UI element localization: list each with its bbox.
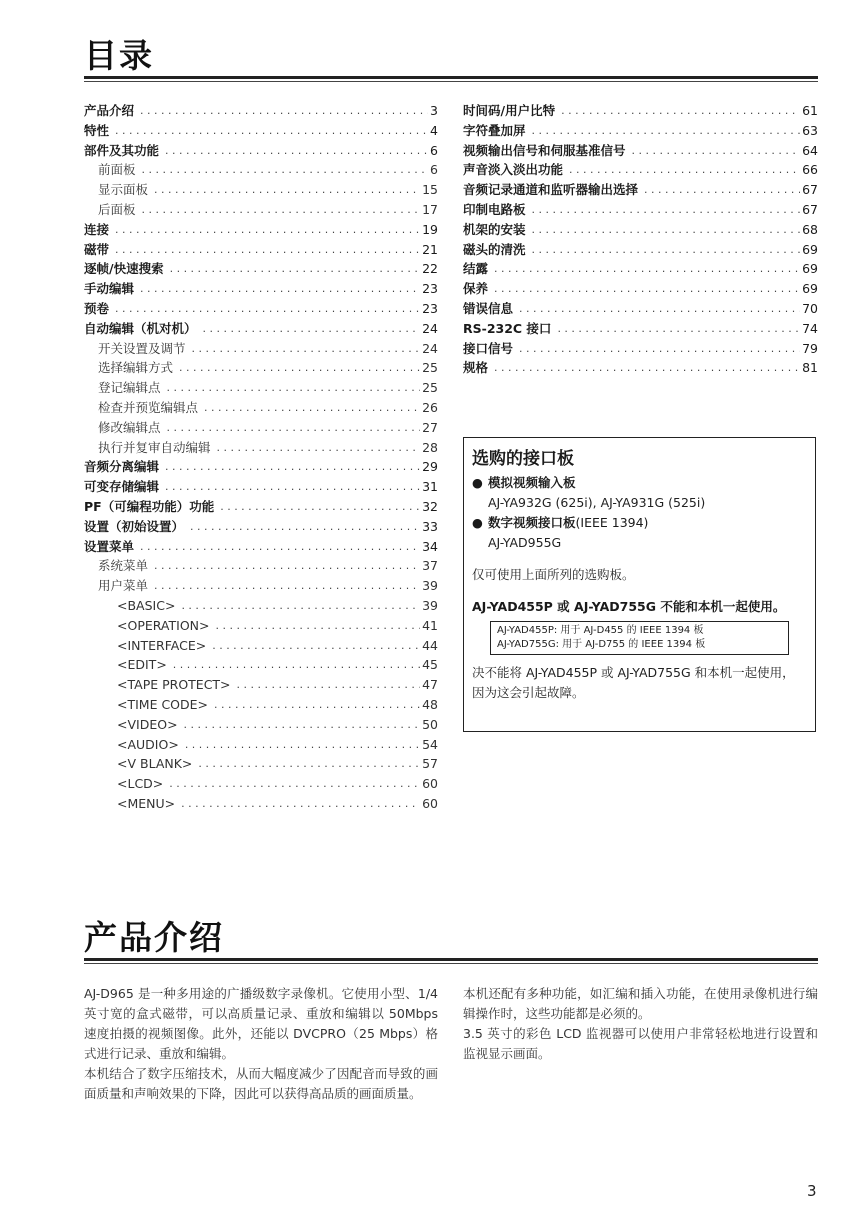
toc-entry-title: 后面板 (98, 201, 136, 217)
toc-leader-dots (115, 299, 420, 319)
toc-entry-page: 47 (422, 677, 438, 693)
toc-entry-title: 接口信号 (463, 340, 514, 356)
toc-leader-dots (190, 517, 420, 537)
optional-boards-caution: 决不能将 AJ-YAD455P 或 AJ-YAD755G 和本机一起使用，因为这会引起故障。 (472, 665, 795, 700)
toc-entry-page: 69 (802, 261, 818, 277)
toc-entry-title: 产品介绍 (84, 103, 135, 118)
toc-leader-dots (154, 556, 420, 576)
toc-leader-dots (532, 240, 801, 260)
optional-boards-box (463, 437, 816, 732)
toc-leader-dots (167, 418, 421, 438)
toc-entry-page: 23 (422, 281, 438, 297)
toc-entry[interactable] (463, 358, 818, 378)
page-number: 3 (807, 1182, 817, 1200)
toc-entry-title: <OPERATION> (117, 617, 210, 633)
toc-leader-dots (569, 160, 800, 180)
toc-entry[interactable] (84, 715, 438, 735)
toc-leader-dots (532, 220, 801, 240)
toc-entry-title: 特性 (84, 122, 110, 138)
toc-leader-dots (494, 259, 800, 279)
toc-entry-title: 设置（初始设置） (84, 518, 185, 534)
toc-entry-title: 预卷 (84, 300, 110, 316)
toc-entry-title: 系统菜单 (98, 558, 149, 574)
toc-leader-dots (561, 101, 800, 121)
toc-entry[interactable] (84, 398, 438, 418)
toc-entry-title: 声音淡入淡出功能 (463, 162, 564, 178)
toc-entry-page: 22 (422, 261, 438, 277)
toc-entry[interactable] (84, 596, 438, 616)
toc-entry[interactable] (84, 438, 438, 458)
toc-leader-dots (170, 259, 421, 279)
toc-entry-page: 54 (422, 736, 438, 752)
toc-entry[interactable] (84, 121, 438, 141)
toc-leader-dots (644, 180, 800, 200)
toc-leader-dots (169, 774, 420, 794)
board-notes-box (490, 621, 789, 655)
toc-leader-dots (115, 240, 420, 260)
toc-entry-page: 3 (430, 103, 438, 118)
toc-entry-title: 自动编辑（机对机） (84, 320, 197, 336)
toc-entry[interactable] (84, 754, 438, 774)
intro-left-column (84, 984, 438, 1104)
toc-entry-title: 登记编辑点 (98, 380, 161, 396)
toc-entry[interactable] (463, 101, 818, 121)
toc-entry-page: 81 (802, 360, 818, 376)
toc-entry-page: 34 (422, 538, 438, 554)
toc-entry-page: 39 (422, 597, 438, 613)
toc-entry-page: 45 (422, 657, 438, 673)
toc-leader-dots (167, 378, 421, 398)
toc-entry-title: 印制电路板 (463, 201, 526, 217)
toc-entry-page: 32 (422, 498, 438, 514)
toc-entry[interactable] (463, 259, 818, 279)
toc-entry-title: 检查并预览编辑点 (98, 399, 199, 415)
toc-leader-dots (142, 200, 421, 220)
optional-boards-title: 选购的接口板 (472, 449, 574, 469)
toc-right-column (463, 101, 818, 378)
toc-entry-title: <V BLANK> (117, 756, 193, 772)
toc-entry-page: 15 (422, 182, 438, 198)
toc-heading-rule-thin (84, 81, 818, 82)
toc-entry-page: 63 (802, 122, 818, 138)
toc-leader-dots (494, 279, 800, 299)
toc-entry-title: 执行并复审自动编辑 (98, 439, 211, 455)
toc-entry-title: 开关设置及调节 (98, 340, 186, 356)
toc-entry-page: 17 (422, 201, 438, 217)
toc-leader-dots (154, 576, 420, 596)
toc-entry[interactable] (463, 141, 818, 161)
toc-entry-title: 用户菜单 (98, 578, 149, 594)
toc-entry[interactable] (84, 358, 438, 378)
toc-entry[interactable] (84, 319, 438, 339)
toc-leader-dots (184, 715, 421, 735)
toc-entry[interactable] (84, 695, 438, 715)
board-item-digital-suffix: (IEEE 1394) (575, 515, 649, 530)
toc-entry-page: 39 (422, 578, 438, 594)
toc-entry-title: 前面板 (98, 162, 136, 178)
toc-entry-title: 部件及其功能 (84, 142, 160, 158)
toc-entry-title: 保养 (463, 281, 489, 297)
toc-entry-title: 磁带 (84, 241, 110, 257)
toc-entry-title: 音频分离编辑 (84, 459, 160, 475)
toc-leader-dots (632, 141, 801, 161)
toc-leader-dots (181, 794, 420, 814)
toc-entry[interactable] (84, 616, 438, 636)
toc-entry-title: 选择编辑方式 (98, 360, 174, 376)
board-item-analog-label: 模拟视频输入板 (488, 475, 576, 490)
toc-entry-page: 60 (422, 776, 438, 792)
toc-entry[interactable] (84, 794, 438, 814)
intro-paragraph: 本机结合了数字压缩技术，从而大幅度减少了因配音而导致的画面质量和声响效果的下降，因此可以获得高品质的画面质量。 (84, 1066, 438, 1101)
board-item-digital (472, 513, 807, 533)
toc-leader-dots (154, 180, 420, 200)
toc-leader-dots (212, 636, 420, 656)
intro-heading: 产品介绍 (84, 918, 224, 957)
toc-entry[interactable] (84, 735, 438, 755)
toc-entry-title: <AUDIO> (117, 736, 179, 752)
intro-heading-rule-thin (84, 963, 818, 964)
toc-entry-title: 逐帧/快速搜索 (84, 261, 164, 277)
toc-entry-page: 4 (430, 122, 438, 138)
toc-entry-title: 显示面板 (98, 182, 149, 198)
toc-entry-title: <MENU> (117, 795, 176, 811)
toc-entry[interactable] (463, 121, 818, 141)
toc-entry-title: <LCD> (117, 776, 164, 792)
toc-leader-dots (185, 735, 420, 755)
toc-leader-dots (519, 339, 800, 359)
board-item-analog-models: AJ-YA932G (625i), AJ-YA931G (525i) (488, 495, 706, 510)
intro-paragraph: 本机还配有多种功能，如汇编和插入功能，在使用录像机进行编辑操作时，这些功能都是必须的。 (463, 986, 818, 1021)
toc-entry-title: 连接 (84, 221, 110, 237)
toc-entry-page: 25 (422, 380, 438, 396)
toc-entry-title: <INTERFACE> (117, 637, 207, 653)
toc-entry[interactable] (84, 160, 438, 180)
toc-leader-dots (165, 457, 420, 477)
toc-leader-dots (204, 398, 420, 418)
toc-entry[interactable] (463, 200, 818, 220)
toc-entry[interactable] (463, 279, 818, 299)
toc-entry-title: 手动编辑 (84, 281, 135, 297)
toc-entry-title: 结露 (463, 261, 489, 277)
toc-entry-page: 68 (802, 221, 818, 237)
toc-entry[interactable] (84, 378, 438, 398)
toc-entry-title: 机架的安装 (463, 221, 526, 237)
toc-entry-page: 31 (422, 479, 438, 495)
toc-entry-title: 磁头的清洗 (463, 241, 526, 257)
toc-left-column (84, 101, 438, 814)
toc-entry-page: 79 (802, 340, 818, 356)
toc-entry[interactable] (84, 240, 438, 260)
toc-entry[interactable] (463, 220, 818, 240)
toc-leader-dots (532, 121, 801, 141)
toc-entry-page: 44 (422, 637, 438, 653)
toc-entry-title: <VIDEO> (117, 716, 178, 732)
bullet-icon: ● (472, 475, 483, 490)
toc-leader-dots (192, 339, 421, 359)
toc-leader-dots (220, 497, 420, 517)
board-note-line: AJ-YAD755G: 用于 AJ-D755 的 IEEE 1394 板 (497, 639, 706, 650)
toc-leader-dots (165, 477, 420, 497)
toc-leader-dots (203, 319, 421, 339)
toc-entry-page: 67 (802, 182, 818, 198)
toc-entry-page: 57 (422, 756, 438, 772)
toc-leader-dots (216, 616, 421, 636)
toc-leader-dots (532, 200, 801, 220)
toc-entry[interactable] (463, 180, 818, 200)
toc-entry-title: PF（可编程功能）功能 (84, 498, 215, 514)
toc-entry[interactable] (84, 141, 438, 161)
toc-entry-page: 37 (422, 558, 438, 574)
toc-leader-dots (173, 655, 420, 675)
toc-entry-page: 41 (422, 617, 438, 633)
toc-entry[interactable] (84, 537, 438, 557)
optional-boards-note: 仅可使用上面所列的选购板。 (472, 567, 635, 582)
intro-paragraph: AJ-D965 是一种多用途的广播级数字录像机。它使用小型、1/4 英寸宽的盒式磁带，可以高质量记录、重放和编辑以 50Mbps 速度拍摄的视频图像。此外，还能以 DVCPRO（25 Mbps）格式进行记录、重放和编辑。 (84, 986, 438, 1061)
toc-leader-dots (165, 141, 428, 161)
toc-entry-page: 48 (422, 696, 438, 712)
intro-right-column (463, 984, 818, 1064)
toc-leader-dots (237, 675, 421, 695)
toc-leader-dots (179, 358, 420, 378)
toc-entry-title: <TAPE PROTECT> (117, 677, 231, 693)
toc-entry[interactable] (84, 259, 438, 279)
toc-heading-rule (84, 76, 818, 79)
toc-entry-page: 70 (802, 300, 818, 316)
toc-entry[interactable] (84, 180, 438, 200)
toc-heading: 目录 (84, 36, 154, 75)
board-item-digital-models: AJ-YAD955G (488, 535, 562, 550)
toc-entry-page: 66 (802, 162, 818, 178)
toc-entry-page: 33 (422, 518, 438, 534)
board-note-line: AJ-YAD455P: 用于 AJ-D455 的 IEEE 1394 板 (497, 625, 704, 636)
toc-entry-page: 61 (802, 103, 818, 118)
toc-entry[interactable] (84, 418, 438, 438)
toc-entry-title: <TIME CODE> (117, 696, 209, 712)
toc-entry[interactable] (84, 220, 438, 240)
toc-entry-page: 6 (430, 162, 438, 178)
toc-entry-title: 规格 (463, 360, 489, 376)
toc-entry-title: 音频记录通道和监听器输出选择 (463, 182, 639, 198)
toc-entry[interactable] (84, 774, 438, 794)
toc-entry[interactable] (463, 240, 818, 260)
toc-entry-title: 可变存储编辑 (84, 479, 160, 495)
toc-entry[interactable] (84, 556, 438, 576)
toc-entry-title: <BASIC> (117, 597, 176, 613)
toc-entry[interactable] (84, 576, 438, 596)
toc-leader-dots (142, 160, 429, 180)
toc-entry[interactable] (84, 636, 438, 656)
toc-entry-title: 字符叠加屏 (463, 122, 526, 138)
toc-entry[interactable] (84, 200, 438, 220)
toc-entry-title: 修改编辑点 (98, 419, 161, 435)
intro-heading-rule (84, 958, 818, 961)
toc-entry[interactable] (463, 299, 818, 319)
toc-entry-page: 19 (422, 221, 438, 237)
toc-entry-page: 24 (422, 340, 438, 356)
toc-entry-page: 50 (422, 716, 438, 732)
toc-leader-dots (217, 438, 421, 458)
toc-entry-title: 错误信息 (463, 300, 514, 316)
toc-entry-page: 60 (422, 795, 438, 811)
toc-entry[interactable] (84, 299, 438, 319)
toc-entry-title: 时间码/用户比特 (463, 103, 556, 118)
toc-entry[interactable] (463, 160, 818, 180)
toc-entry-page: 69 (802, 241, 818, 257)
toc-entry-title: RS-232C 接口 (463, 320, 552, 336)
toc-entry[interactable] (84, 279, 438, 299)
toc-entry-page: 28 (422, 439, 438, 455)
toc-leader-dots (115, 220, 420, 240)
toc-entry-page: 21 (422, 241, 438, 257)
toc-leader-dots (140, 101, 428, 121)
toc-leader-dots (519, 299, 800, 319)
optional-boards-warning: AJ-YAD455P 或 AJ-YAD755G 不能和本机一起使用。 (472, 599, 786, 614)
board-item-digital-label: 数字视频接口板 (488, 515, 576, 530)
toc-leader-dots (115, 121, 428, 141)
toc-leader-dots (198, 754, 420, 774)
toc-entry-title: 视频输出信号和伺服基准信号 (463, 142, 626, 158)
toc-entry-page: 27 (422, 419, 438, 435)
toc-leader-dots (140, 279, 420, 299)
toc-entry[interactable] (84, 477, 438, 497)
board-item-analog (472, 473, 807, 493)
toc-entry-page: 67 (802, 201, 818, 217)
toc-entry-page: 29 (422, 459, 438, 475)
toc-entry-page: 23 (422, 300, 438, 316)
toc-leader-dots (181, 596, 420, 616)
toc-leader-dots (214, 695, 420, 715)
toc-entry[interactable] (84, 457, 438, 477)
toc-entry[interactable] (84, 675, 438, 695)
toc-leader-dots (494, 358, 800, 378)
intro-paragraph: 3.5 英寸的彩色 LCD 监视器可以使用户非常轻松地进行设置和监视显示画面。 (463, 1026, 818, 1061)
toc-entry[interactable] (84, 101, 438, 121)
toc-leader-dots (557, 319, 800, 339)
toc-entry[interactable] (84, 339, 438, 359)
toc-entry-page: 24 (422, 320, 438, 336)
toc-entry[interactable] (463, 319, 818, 339)
toc-entry[interactable] (463, 339, 818, 359)
toc-entry[interactable] (84, 655, 438, 675)
toc-entry[interactable] (84, 517, 438, 537)
toc-entry-title: <EDIT> (117, 657, 167, 673)
bullet-icon: ● (472, 515, 483, 530)
toc-entry-page: 69 (802, 281, 818, 297)
toc-entry-title: 设置菜单 (84, 538, 135, 554)
toc-entry-page: 64 (802, 142, 818, 158)
toc-entry-page: 6 (430, 142, 438, 158)
toc-entry-page: 74 (802, 320, 818, 336)
toc-leader-dots (140, 537, 420, 557)
toc-entry[interactable] (84, 497, 438, 517)
toc-entry-page: 25 (422, 360, 438, 376)
toc-entry-page: 26 (422, 399, 438, 415)
